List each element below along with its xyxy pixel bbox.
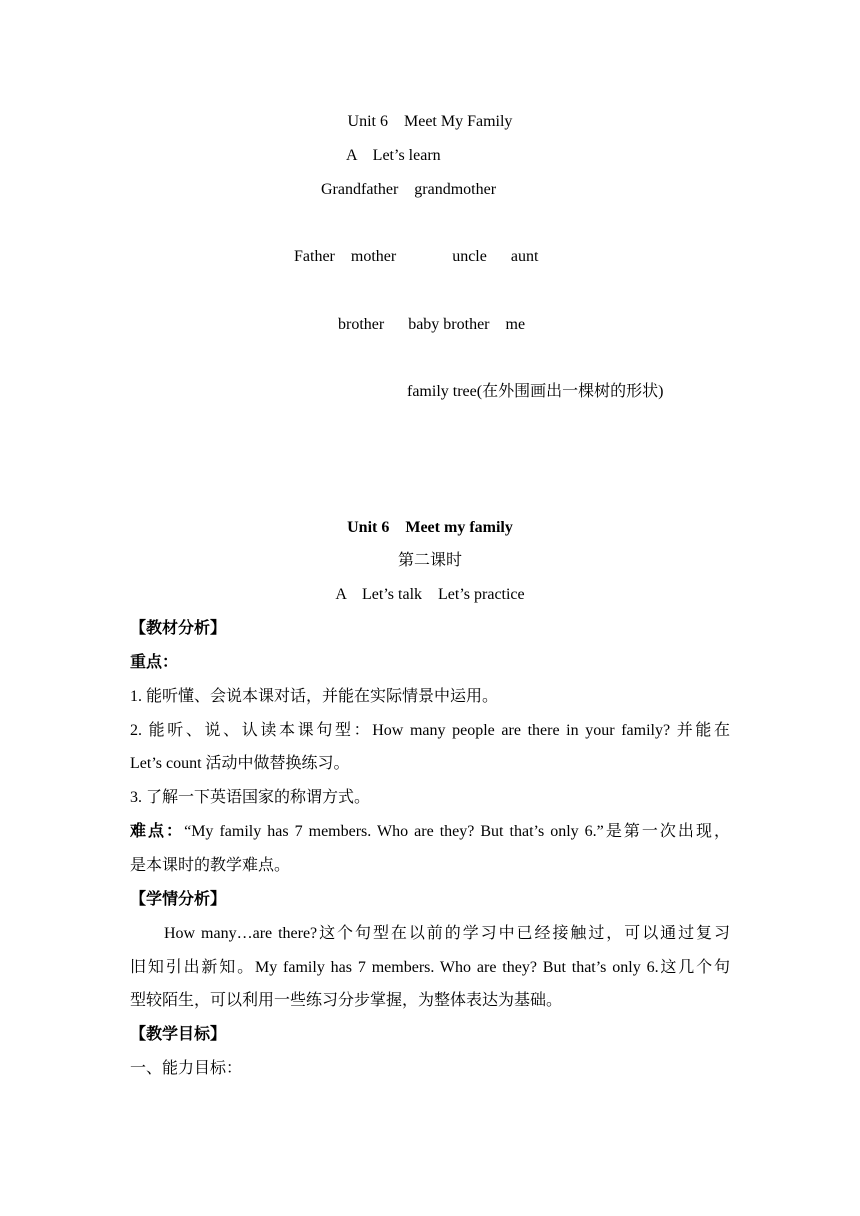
lesson-number: 第二课时 <box>397 552 462 569</box>
vocab-row-parents: Father mother uncle aunt <box>294 248 539 265</box>
difficulty-label: 难点： <box>130 823 185 840</box>
unit-title: Unit 6 Meet My Family <box>347 113 513 130</box>
vocab-row-grandparents: Grandfather grandmother <box>321 181 497 198</box>
family-tree-note: family tree(在外围画出一棵树的形状) <box>407 383 664 400</box>
key-point-3: 3. 了解一下英语国家的称谓方式。 <box>130 789 371 806</box>
learner-line-3: 型较陌生，可以利用一些练习分步掌握，为整体表达为基础。 <box>130 992 563 1009</box>
key-point-2-line-2: Let’s count 活动中做替换练习。 <box>130 755 350 772</box>
difficulty-line-2: 是本课时的教学难点。 <box>130 857 291 874</box>
difficulty-text: “My family has 7 members. Who are they? But that’s only 6.”是第一次出现， <box>184 823 730 840</box>
lesson-subtitle-2: A Let’s talk Let’s practice <box>335 586 525 603</box>
heading-textbook-analysis: 【教材分析】 <box>130 620 227 637</box>
vocab-row-siblings: brother baby brother me <box>338 316 526 333</box>
lesson-subtitle: A Let’s learn <box>346 147 441 164</box>
goal-ability: 一、能力目标： <box>130 1060 243 1077</box>
learner-line-1: How many…are there?这个句型在以前的学习中已经接触过，可以通过复习 <box>164 925 730 942</box>
difficulty-line-1 <box>130 822 730 842</box>
learner-line-2: 旧知引出新知。My family has 7 members. Who are they? But that’s only 6.这几个句 <box>130 959 730 976</box>
key-points-label: 重点： <box>130 654 179 671</box>
heading-teaching-goals: 【教学目标】 <box>130 1026 227 1043</box>
heading-learner-analysis: 【学情分析】 <box>130 891 227 908</box>
key-point-2-line-1: 2. 能听、说、认读本课句型：How many people are there in your family? 并能在 <box>130 722 730 739</box>
unit-title-2: Unit 6 Meet my family <box>347 519 513 536</box>
key-point-1: 1. 能听懂、会说本课对话，并能在实际情景中运用。 <box>130 688 499 705</box>
